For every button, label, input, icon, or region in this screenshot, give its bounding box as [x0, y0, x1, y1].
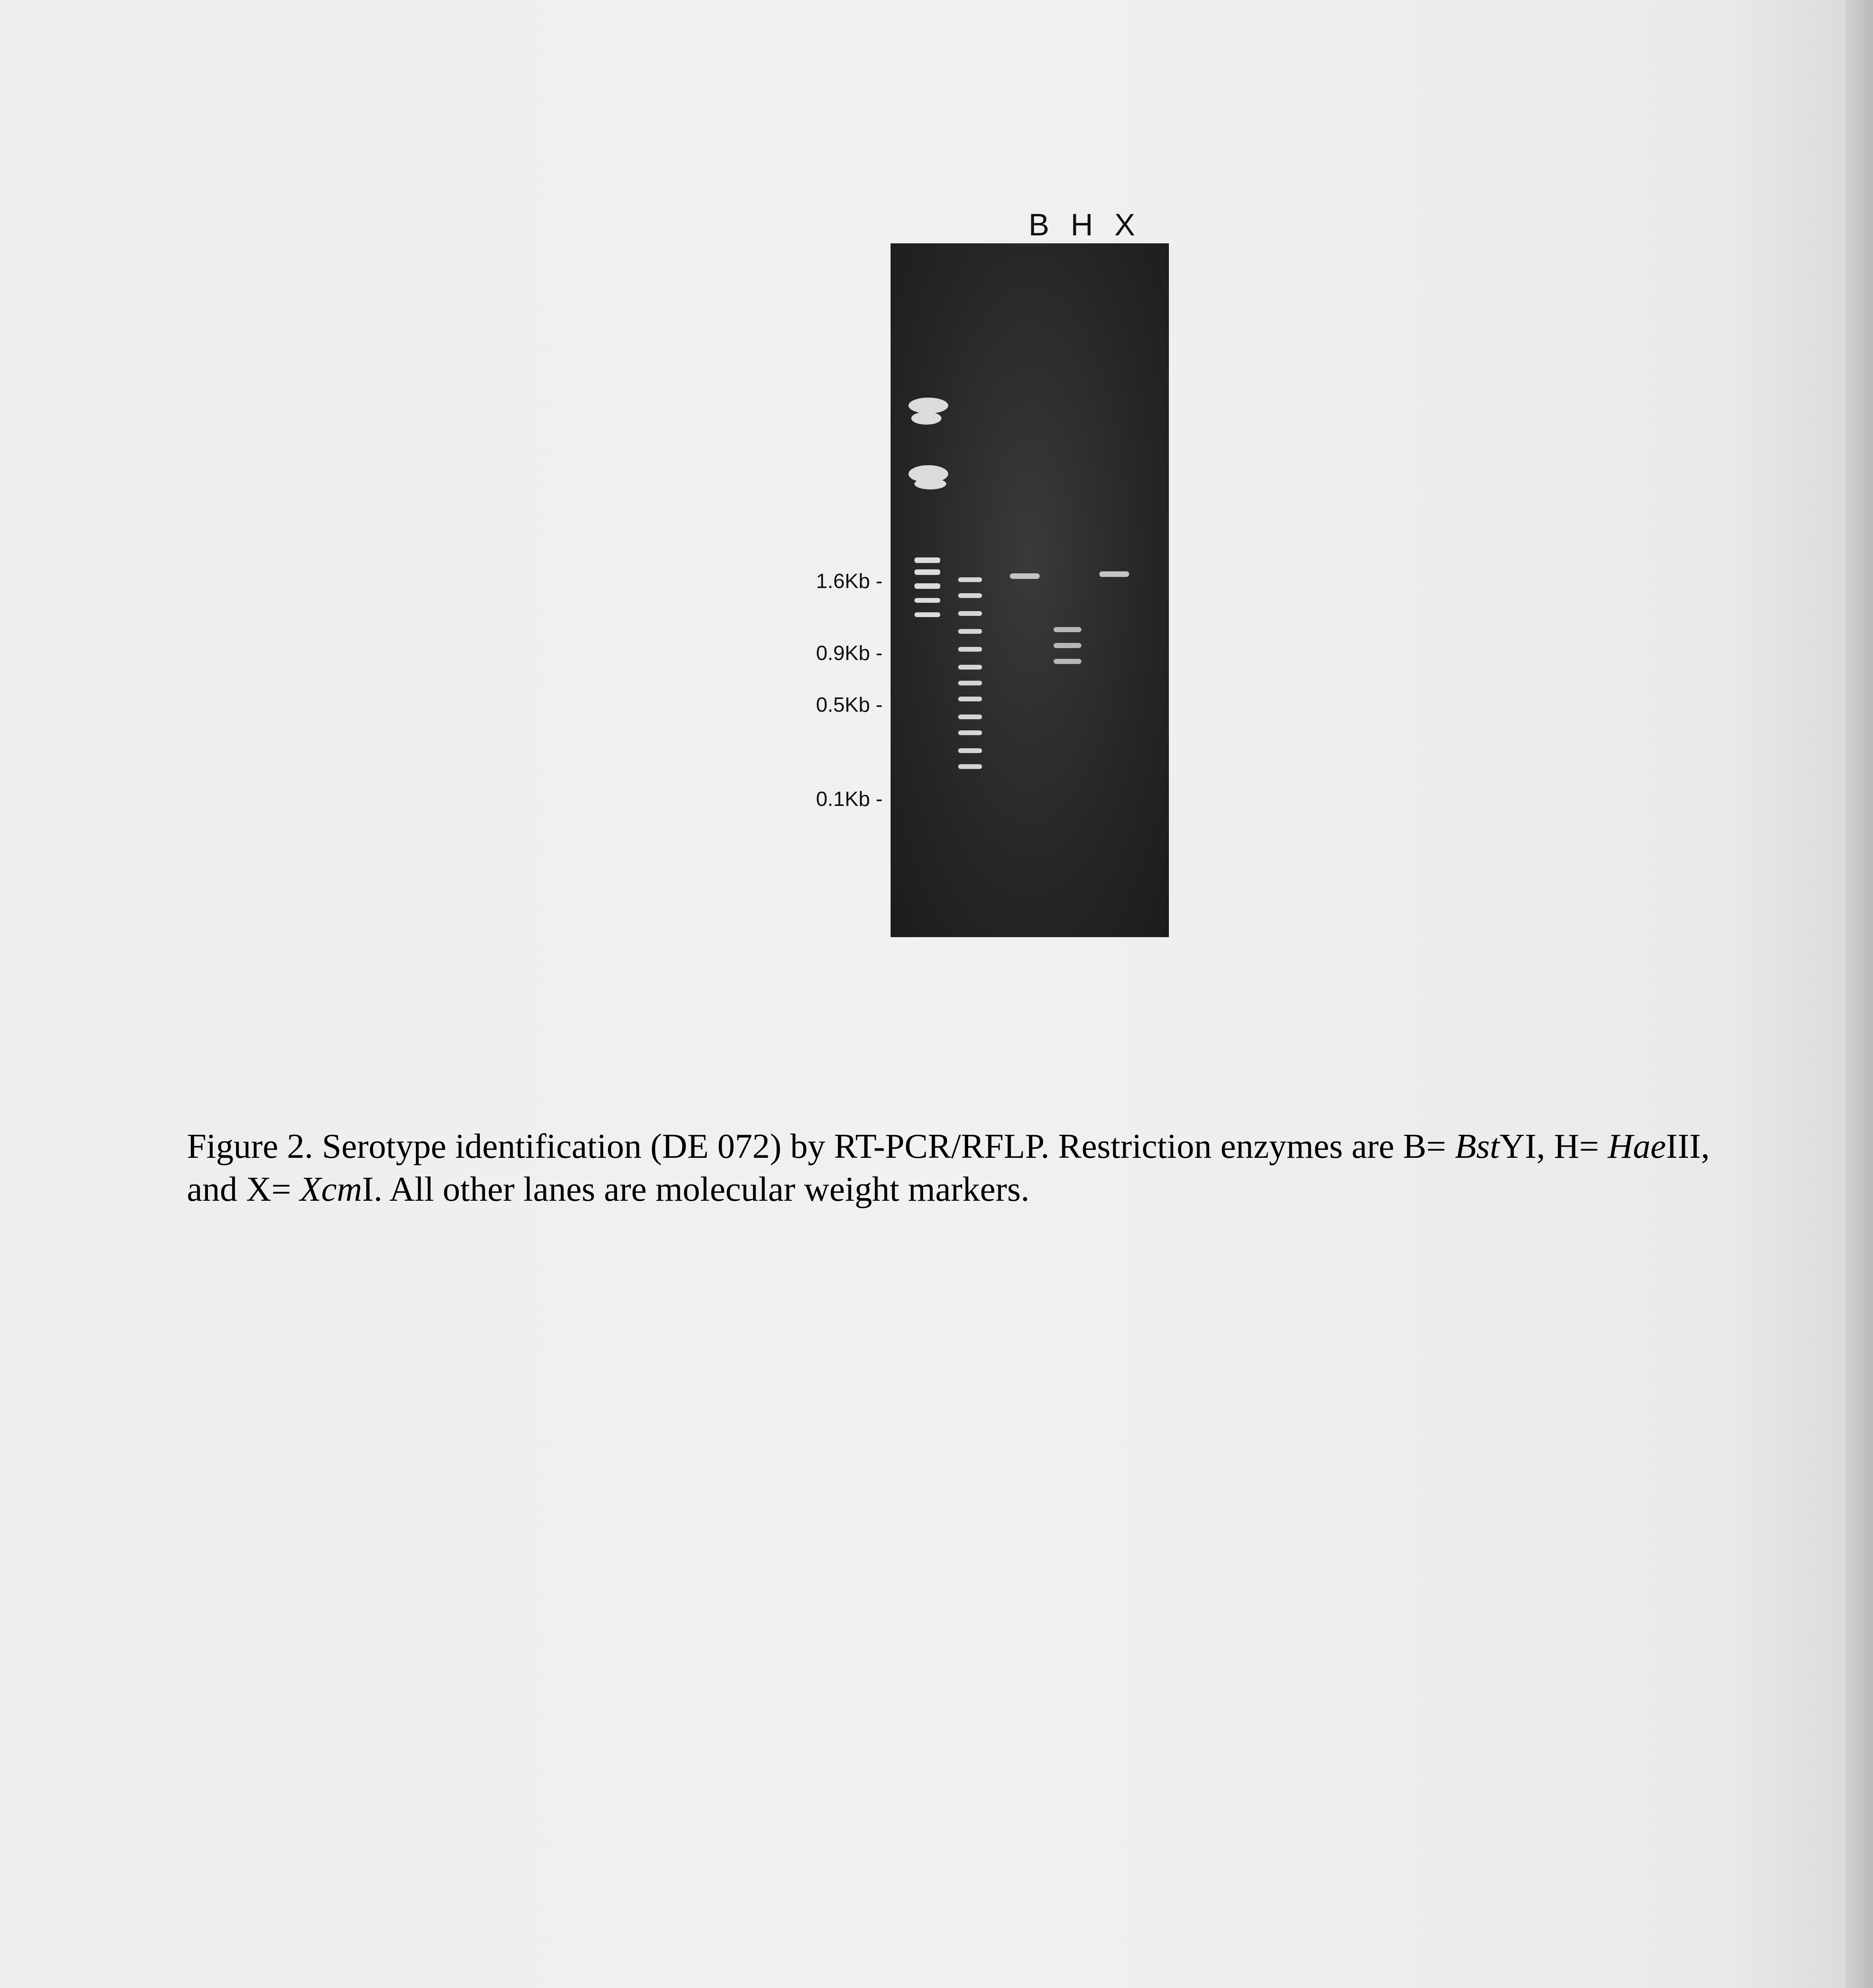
caption-prefix: Figure 2. Serotype identification (DE 072) by RT-PCR/RFLP. Restriction enzymes are B= [187, 1127, 1455, 1166]
marker-labels [736, 0, 883, 954]
page-edge-shadow [1845, 0, 1873, 1988]
caption-enzyme-b-suffix: YI, H= [1499, 1127, 1599, 1166]
marker-label-0-9kb: 0.9Kb - [816, 642, 883, 665]
marker-label-0-1kb: 0.1Kb - [816, 788, 883, 811]
caption-enzyme-x: Xcm [300, 1170, 362, 1209]
caption-enzyme-b: Bst [1455, 1127, 1500, 1166]
caption-enzyme-h: Hae [1607, 1127, 1666, 1166]
lane-label-b: B [1028, 207, 1050, 242]
figure-caption [187, 1125, 1737, 1211]
gel-lane-labels [1018, 207, 1147, 243]
marker-label-0-5kb: 0.5Kb - [816, 693, 883, 716]
gel-image [891, 243, 1169, 937]
bleed-through-text [167, 179, 1789, 222]
gel-bands [891, 243, 1169, 937]
lane-label-h: H [1070, 207, 1094, 242]
caption-enzyme-h-suffix: III, and X= [187, 1127, 1710, 1209]
caption-enzyme-x-suffix: I. All other lanes are molecular weight markers. [362, 1170, 1030, 1209]
lane-label-x: X [1114, 207, 1136, 242]
marker-label-1-6kb: 1.6Kb - [816, 570, 883, 593]
